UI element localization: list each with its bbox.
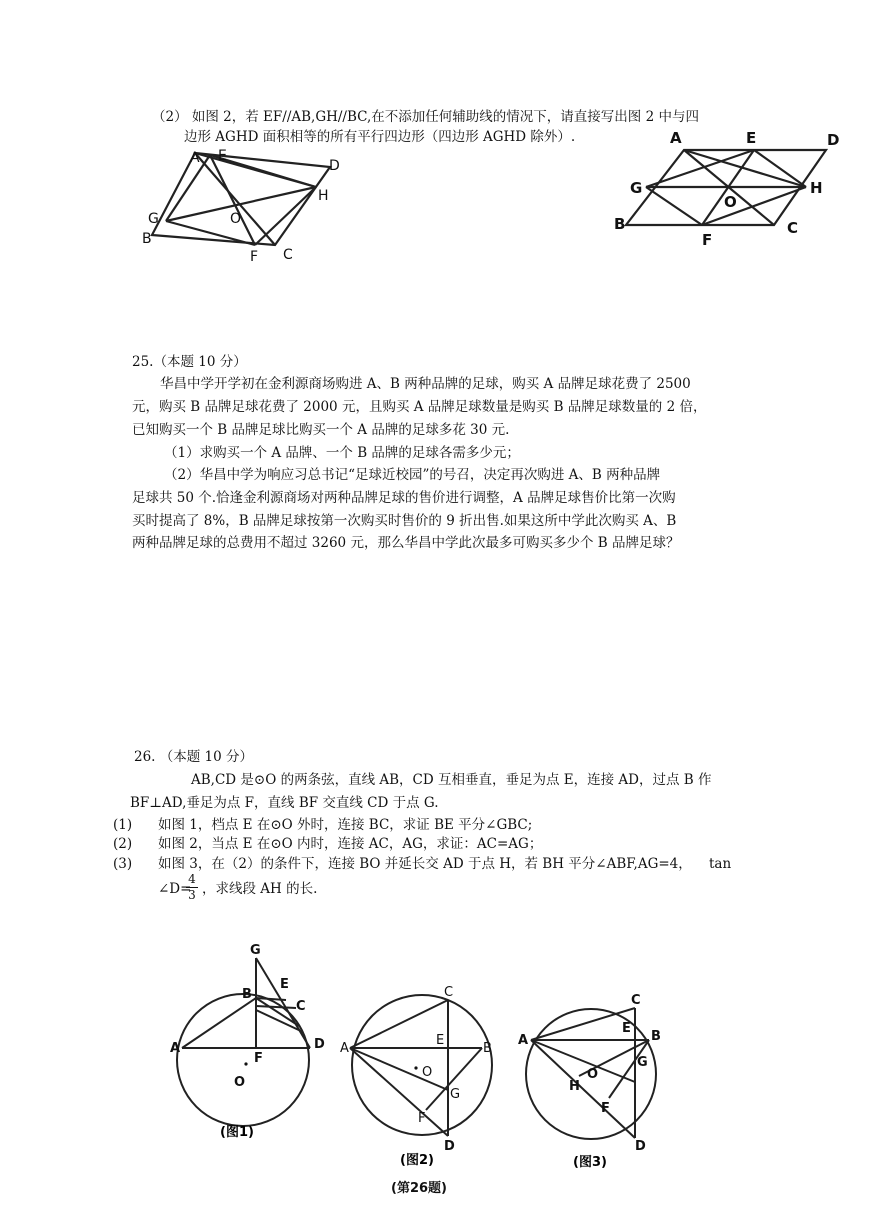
- parallelogram-figure-left: [140, 145, 340, 265]
- fraction-denominator: 3: [188, 888, 196, 902]
- q26-s3c-suffix: ，求线段 AH 的长.: [202, 881, 318, 897]
- label-O: O: [724, 193, 737, 211]
- label-A: A: [170, 1041, 181, 1056]
- q26-p2: BF⊥AD,垂足为点 F，直线 BF 交直线 CD 于点 G.: [130, 795, 439, 811]
- fraction-numerator: 4: [186, 872, 198, 888]
- fig3-caption: (图3): [573, 1155, 607, 1170]
- q25-p3: 已知购买一个 B 品牌足球比购买一个 A 品牌的足球多花 30 元.: [132, 422, 510, 438]
- fig1-caption: (图1): [220, 1125, 254, 1140]
- q24-line2: 边形 AGHD 面积相等的所有平行四边形（四边形 AGHD 除外）.: [184, 129, 576, 145]
- q25-header: 25.（本题 10 分）: [132, 354, 247, 370]
- label-B: B: [614, 215, 626, 233]
- fraction: [186, 872, 198, 903]
- label-C: C: [631, 993, 641, 1008]
- label-B: B: [651, 1029, 661, 1044]
- label-B: B: [142, 231, 152, 247]
- label-D: D: [444, 1139, 455, 1154]
- fig2-caption: (图2): [400, 1153, 434, 1168]
- label-H: H: [569, 1079, 580, 1094]
- label-E: E: [218, 148, 227, 164]
- q26-s3c-prefix: ∠D=: [158, 881, 192, 897]
- parallelogram-figure-right: [614, 125, 844, 249]
- label-B: B: [242, 987, 252, 1002]
- label-F: F: [601, 1101, 610, 1116]
- q25-p8: 两种品牌足球的总费用不超过 3260 元，那么华昌中学此次最多可购买多少个 B 品牌足球？: [132, 535, 680, 551]
- q25-p4: （1）求购买一个 A 品牌、一个 B 品牌的足球各需多少元；: [164, 445, 520, 461]
- q26-s1: 如图 1，档点 E 在⊙O 外时，连接 BC，求证 BE 平分∠GBC;: [158, 817, 533, 833]
- label-E: E: [436, 1033, 445, 1048]
- q25-p6: 足球共 50 个.恰逢金利源商场对两种品牌足球的售价进行调整，A 品牌足球售价比第一次购: [132, 490, 676, 506]
- q26-header: 26. （本题 10 分）: [134, 749, 254, 765]
- label-D: D: [314, 1037, 325, 1052]
- label-H: H: [810, 179, 823, 197]
- label-O: O: [230, 211, 242, 227]
- label-F: F: [250, 249, 259, 265]
- label-O: O: [234, 1075, 246, 1090]
- label-B: B: [483, 1041, 492, 1056]
- label-E: E: [280, 977, 289, 992]
- q26-s2-number: (2): [113, 836, 133, 852]
- label-E: E: [622, 1021, 631, 1036]
- q25-p2: 元，购买 B 品牌足球花费了 2000 元，且购买 A 品牌足球数量是购买 B 品牌足球数量的 2 倍，: [132, 399, 707, 415]
- label-C: C: [283, 247, 293, 263]
- label-G: G: [637, 1055, 648, 1070]
- label-A: A: [190, 150, 200, 166]
- q26-s2: 如图 2，当点 E 在⊙O 内时，连接 AC，AG，求证：AC=AG；: [158, 836, 543, 852]
- label-D: D: [329, 158, 340, 174]
- label-G: G: [450, 1087, 461, 1102]
- figure-title: (第26题): [391, 1181, 447, 1196]
- q26-p1: AB,CD 是⊙O 的两条弦，直线 AB，CD 互相垂直，垂足为点 E，连接 AD，过点 B 作: [191, 772, 712, 788]
- circle-figure-1: [168, 940, 338, 1140]
- q26-s1-number: (1): [113, 817, 133, 833]
- label-A: A: [670, 129, 682, 147]
- q26-s3a: 如图 3，在（2）的条件下，连接 BO 并延长交 AD 于点 H，若 BH 平分∠ABF,AG=4，: [158, 856, 692, 872]
- label-A: A: [518, 1033, 529, 1048]
- label-A: A: [340, 1041, 349, 1056]
- q25-p7: 买时提高了 8%，B 品牌足球按第一次购买时售价的 9 折出售.如果这所中学此次购买 A、B: [132, 513, 677, 529]
- label-F: F: [418, 1111, 426, 1126]
- label-F: F: [702, 231, 713, 249]
- label-O: O: [422, 1065, 433, 1080]
- circle-figure-3: [515, 993, 675, 1170]
- label-G: G: [148, 211, 159, 227]
- label-G: G: [630, 179, 643, 197]
- label-H: H: [318, 188, 329, 204]
- q26-s3b: tan: [709, 856, 732, 872]
- label-C: C: [444, 985, 454, 1000]
- label-D: D: [635, 1139, 646, 1154]
- label-C: C: [787, 219, 799, 237]
- q24-line1: （2） 如图 2，若 EF//AB,GH//BC,在不添加任何辅助线的情况下，请直接写出图 2 中与四: [152, 109, 699, 125]
- label-O: O: [587, 1067, 599, 1082]
- q25-p5: （2）华昌中学为响应习总书记“足球近校园”的号召，决定再次购进 A、B 两种品牌: [164, 467, 661, 483]
- label-G: G: [250, 943, 261, 958]
- label-D: D: [827, 131, 840, 149]
- label-F: F: [254, 1051, 263, 1066]
- circle-figure-2: [340, 985, 510, 1168]
- label-C: C: [296, 999, 306, 1014]
- q25-p1: 华昌中学开学初在金利源商场购进 A、B 两种品牌的足球，购买 A 品牌足球花费了 2500: [160, 376, 691, 392]
- label-E: E: [746, 129, 757, 147]
- q26-s3-number: (3): [113, 856, 133, 872]
